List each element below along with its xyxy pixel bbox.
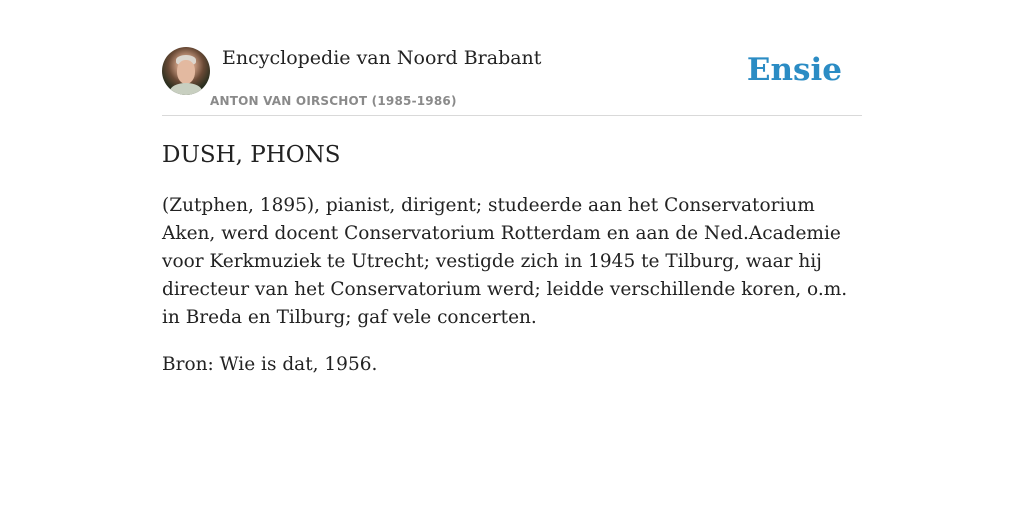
avatar-shirt xyxy=(170,83,202,95)
author-avatar[interactable] xyxy=(162,47,210,95)
entry-source: Bron: Wie is dat, 1956. xyxy=(162,354,378,375)
entry-text: (Zutphen, 1895), pianist, dirigent; studeerde aan het Conservatorium Aken, werd docent Conservatorium Rotterdam en aan de Ned.Academie voor Kerkmuziek te Utrecht; vestigde zich in 1945 te Tilburg, waar hij directeur van het Conservatorium werd; leidde verschillende koren, o.m. in Breda en Tilburg; gaf vele concerten. xyxy=(162,195,848,328)
page xyxy=(162,0,862,512)
avatar-face xyxy=(177,60,195,84)
ensie-logo[interactable]: Ensie xyxy=(746,52,842,88)
encyclopedia-title-link[interactable]: Encyclopedie van Noord Brabant xyxy=(222,47,542,69)
header xyxy=(162,0,862,116)
entry-title: DUSH, PHONS xyxy=(162,142,341,168)
author-name[interactable]: ANTON VAN OIRSCHOT (1985-1986) xyxy=(210,94,457,108)
